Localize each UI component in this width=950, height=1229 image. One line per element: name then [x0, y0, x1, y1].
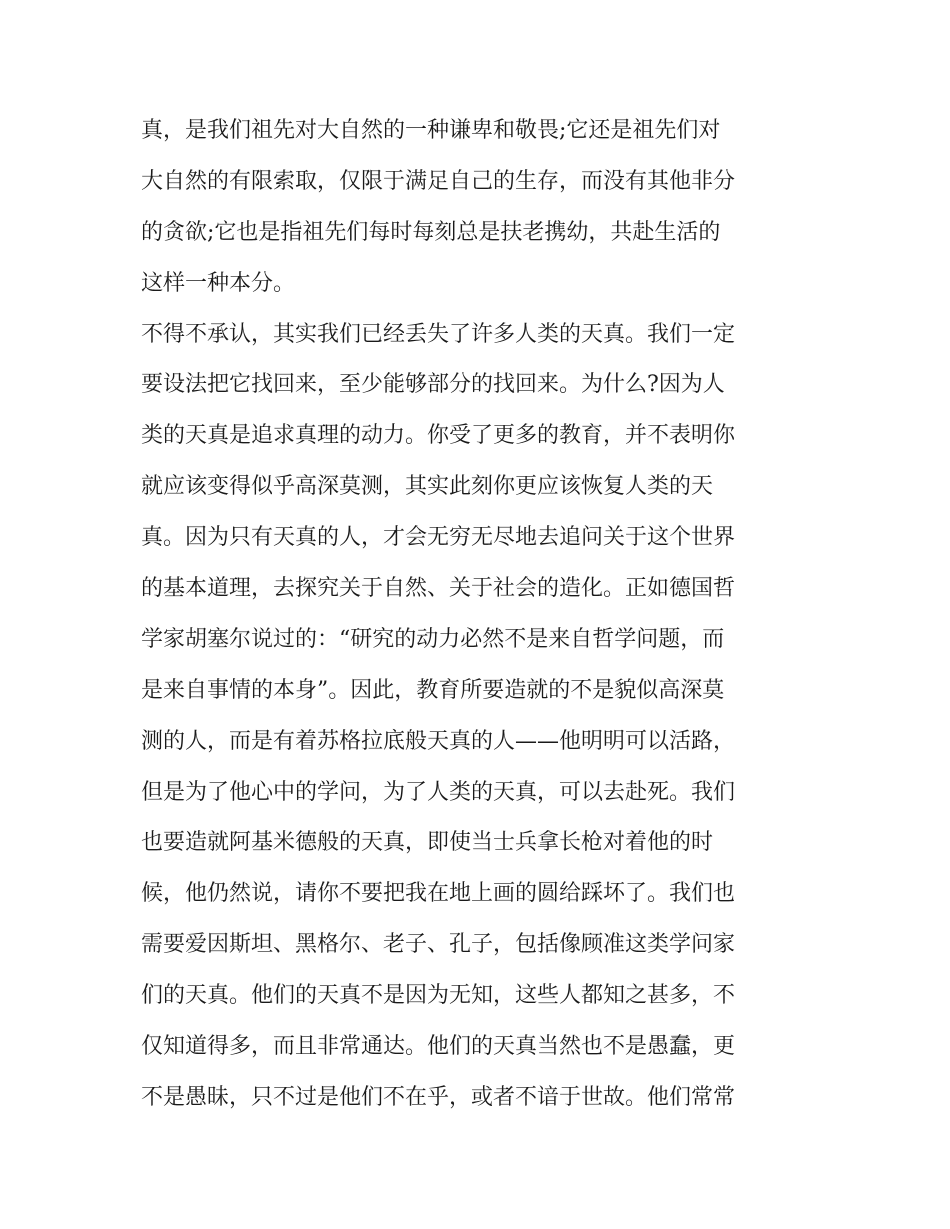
- text-line: 真。因为只有天真的人，才会无穷无尽地去追问关于这个世界: [141, 525, 736, 551]
- text-line: 是来自事情的本身”。因此，教育所要造就的不是貌似高深莫: [141, 677, 725, 703]
- text-line: 需要爱因斯坦、黑格尔、老子、孔子，包括像顾准这类学问家: [141, 932, 736, 958]
- text-line: 真，是我们祖先对大自然的一种谦卑和敬畏;它还是祖先们对: [141, 118, 721, 143]
- text-line: 类的天真是追求真理的动力。你受了更多的教育，并不表明你: [141, 423, 736, 449]
- text-line: 测的人，而是有着苏格拉底般天真的人——他明明可以活路，: [141, 728, 736, 754]
- text-line: 们的天真。他们的天真不是因为无知，这些人都知之甚多，不: [141, 983, 736, 1009]
- text-line: 要设法把它找回来，至少能够部分的找回来。为什么?因为人: [141, 372, 725, 398]
- text-line: 不得不承认，其实我们已经丢失了许多人类的天真。我们一定: [141, 321, 736, 347]
- text-line: 就应该变得似乎高深莫测，其实此刻你更应该恢复人类的天: [141, 474, 714, 500]
- text-line: 的基本道理，去探究关于自然、关于社会的造化。正如德国哲: [141, 576, 736, 602]
- text-line: 仅知道得多，而且非常通达。他们的天真当然也不是愚蠢，更: [141, 1034, 736, 1060]
- text-line: 大自然的有限索取，仅限于满足自己的生存，而没有其他非分: [141, 168, 736, 194]
- text-line: 不是愚昧，只不过是他们不在乎，或者不谙于世故。他们常常: [141, 1084, 736, 1110]
- text-line: 的贪欲;它也是指祖先们每时每刻总是扶老携幼，共赴生活的: [141, 219, 721, 245]
- text-line: 候，他仍然说，请你不要把我在地上画的圆给踩坏了。我们也: [141, 881, 736, 907]
- text-line: 也要造就阿基米德般的天真，即使当士兵拿长枪对着他的时: [141, 830, 714, 856]
- body-text: [141, 106, 821, 1124]
- text-line: 这样一种本分。: [141, 270, 296, 296]
- text-line: 但是为了他心中的学问，为了人类的天真，可以去赴死。我们: [141, 779, 736, 805]
- text-line: 学家胡塞尔说过的：“研究的动力必然不是来自哲学问题，而: [141, 626, 725, 652]
